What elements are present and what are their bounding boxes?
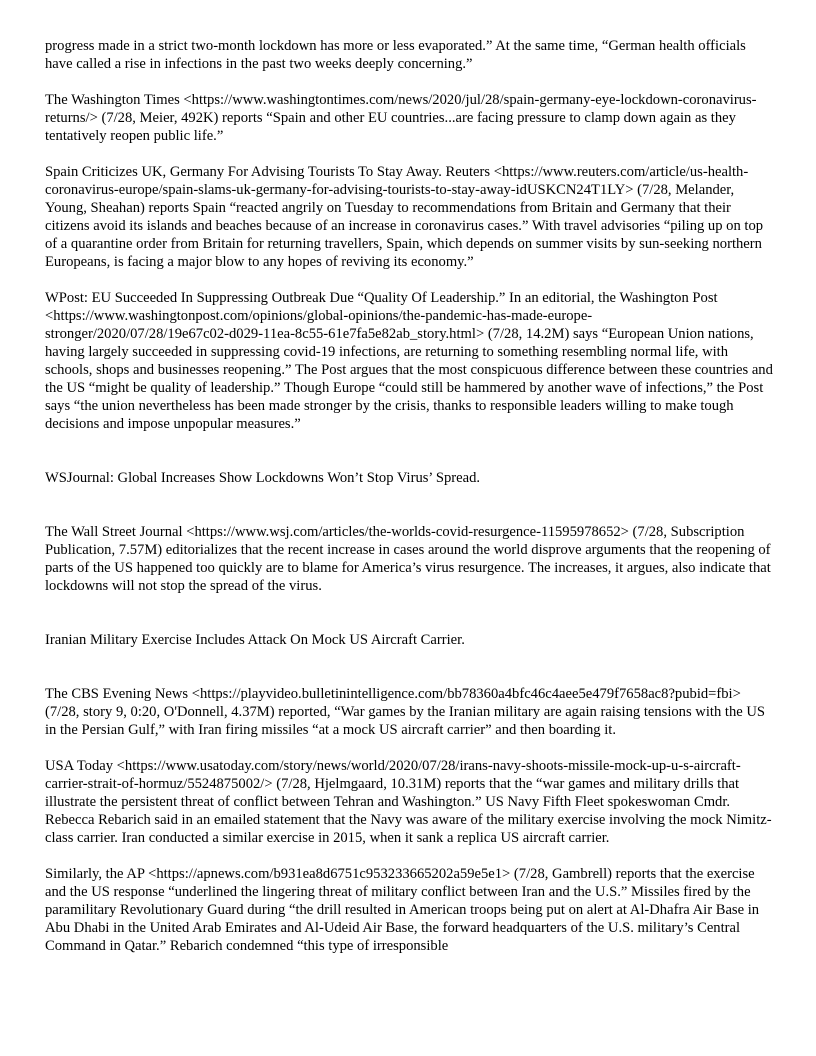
paragraph-ap: Similarly, the AP <https://apnews.com/b931ea8d6751c953233665202a59e5e1> (7/28, Gambrell) reports that the exercise and the US response “underlined the lingering threat of military conflict between Iran and the U.S.” Missiles fired by the paramilitary Revolutionary Guard during “the drill resulted in American troops being put on alert at Al-Dhafra Air Base in Abu Dhabi in the United Arab Emirates and Al-Udeid Air Base, the forward headquarters of the U.S. military’s Central Command in Qatar.” Rebarich condemned “this type of irresponsible bbox=[45, 866, 760, 954]
headline-wsjournal: WSJournal: Global Increases Show Lockdowns Won’t Stop Virus’ Spread. bbox=[45, 470, 481, 486]
paragraph-spain-criticizes: Spain Criticizes UK, Germany For Advising Tourists To Stay Away. Reuters <https://www.reuters.com/article/us-health-coronavirus-europe/spain-slams-uk-germany-for-advising-tourists-to-stay-away-idUSKCN24T1LY> (7/28, Melander, Young, Sheahan) reports Spain “reacted angrily on Tuesday to recommendations from Britain and Germany that their citizens avoid its islands and beaches because of an increase in coronavirus cases.” With travel advisories “piling up on top of a quarantine order from Britain for returning travellers, Spain, which depends on summer visits by sun-seeking northern Europeans, is facing a major blow to any hopes of reviving its economy.” bbox=[45, 164, 764, 270]
paragraph-germany-lockdown: progress made in a strict two-month lockdown has more or less evaporated.” At the same time, “German health officials have called a rise in infections in the past two weeks deeply concerning.” bbox=[45, 38, 746, 72]
paragraph-usa-today: USA Today <https://www.usatoday.com/story/news/world/2020/07/28/irans-navy-shoots-missile-mock-up-u-s-aircraft-carrier-strait-of-hormuz/5524875002/> (7/28, Hjelmgaard, 10.31M) reports that the “war games and military drills that illustrate the persistent threat of conflict between Tehran and Washington.” US Navy Fifth Fleet spokeswoman Cmdr. Rebecca Rebarich said in an emailed statement that the Navy was aware of the military exercise involving the mock Nimitz-class carrier. Iran conducted a similar exercise in 2015, when it sank a replica US aircraft carrier. bbox=[45, 758, 772, 846]
paragraph-wpost-editorial: WPost: EU Succeeded In Suppressing Outbreak Due “Quality Of Leadership.” In an editorial, the Washington Post <https://www.washingtonpost.com/opinions/global-opinions/the-pandemic-has-made-europe-stronger/2020/07/28/19e67c02-d029-11ea-8c55-61e7fa5e82ab_story.html> (7/28, 14.2M) says “European Union nations, having largely succeeded in suppressing covid-19 infections, are returning to something resembling normal life, with schools, shops and businesses reopening.” The Post argues that the most conspicuous difference between these countries and the US “might be quality of leadership.” Though Europe “could still be hammered by another wave of infections,” the Post says “the union nevertheless has been made stronger by the crisis, thanks to responsible leaders willing to make tough decisions and impose unpopular measures.” bbox=[45, 290, 773, 432]
paragraph-washington-times: The Washington Times <https://www.washingtontimes.com/news/2020/jul/28/spain-germany-eye-lockdown-coronavirus-returns/> (7/28, Meier, 492K) reports “Spain and other EU countries...are facing pressure to clamp down again as they tentatively reopen public life.” bbox=[45, 92, 757, 144]
document-page bbox=[45, 37, 773, 973]
paragraph-wsj-editorial: The Wall Street Journal <https://www.wsj.com/articles/the-worlds-covid-resurgence-11595978652> (7/28, Subscription Publication, 7.57M) editorializes that the recent increase in cases around the world disprove arguments that the reopening of parts of the US happened too quickly are to blame for America’s virus resurgence. The increases, it argues, also indicate that lockdowns will not stop the spread of the virus. bbox=[45, 524, 771, 594]
paragraph-cbs-news: The CBS Evening News <https://playvideo.bulletinintelligence.com/bb78360a4bfc46c4aee5e479f7658ac8?pubid=fbi> (7/28, story 9, 0:20, O'Donnell, 4.37M) reported, “War games by the Iranian military are again raising tensions with the US in the Persian Gulf,” with Iran firing missiles “at a mock US aircraft carrier” and then boarding it. bbox=[45, 686, 766, 738]
headline-iranian-exercise: Iranian Military Exercise Includes Attack On Mock US Aircraft Carrier. bbox=[45, 632, 465, 648]
